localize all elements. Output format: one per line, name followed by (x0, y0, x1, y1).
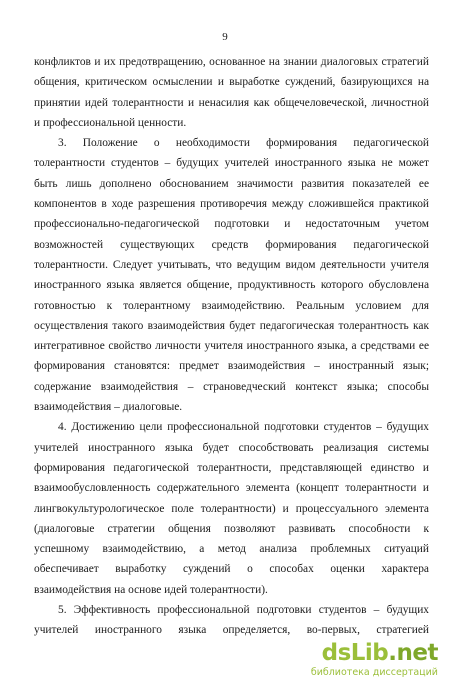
text-line: толерантности. Следует учитывать, что ведущим видом деятельности учителя (34, 258, 429, 271)
text-line: формирования педагогической толерантности, представляющей единство и (34, 461, 429, 474)
dslib-watermark (308, 640, 438, 684)
text-line: 3. Положение о необходимости формирования педагогической (58, 137, 429, 150)
text-line: конфликтов и их предотвращению, основанное на знании диалоговых стратегий (34, 56, 429, 68)
text-line: профессионально-педагогической подготовки и недостаточным учетом (34, 218, 429, 231)
text-line: формирования становятся: предмет взаимодействия – иностранный язык; (34, 360, 429, 373)
text-line: и профессиональной ценности. (34, 116, 187, 129)
text-line: общения, критическом осмыслении и выработке суждений, базирующихся на (34, 76, 429, 89)
text-line: учителей иностранного языка определяется, во-первых, стратегией (34, 624, 429, 637)
watermark-logo: dsLib.net (321, 640, 438, 666)
text-line: интегративное свойство личности учителя иностранного языка, а средствами ее (34, 340, 429, 353)
text-line: взаимообусловленность содержательного элемента (концепт толерантности и (34, 482, 429, 495)
body-text (34, 52, 429, 641)
text-line: (диалоговые стратегии общения позволяют развивать способности к (34, 522, 429, 535)
text-line: толерантности студентов – будущих учителей иностранного языка не может (34, 157, 429, 170)
text-line: 5. Эффективность профессиональной подготовки студентов – будущих (58, 604, 429, 617)
text-line: готовностью к толерантному взаимодействию. Реальным условием для (34, 299, 429, 312)
text-line: взаимодействия на основе идей толерантности). (34, 583, 268, 596)
text-line: иностранного языка является общение, продуктивность которого обусловлена (34, 279, 429, 292)
text-line: обеспечивает выработку суждений о способах оценки характера (34, 563, 429, 576)
text-line: содержание взаимодействия – страноведческий контекст языка; способы (34, 380, 429, 393)
text-line: компонентов в ходе разрешения противоречия между сложившейся практикой (34, 198, 429, 211)
page-number: 9 (222, 31, 228, 43)
text-line: лингвокультурологическое поле толерантности) и процессуального элемента (34, 502, 429, 515)
text-line: взаимодействия – диалоговые. (34, 401, 183, 414)
text-line: быть лишь дополнено обоснованием значимости развития показателей ее (34, 177, 429, 190)
text-line: возможностей существующих средств формирования педагогической (34, 238, 429, 251)
text-line: успешному взаимодействию, а метод анализа проблемных ситуаций (34, 543, 429, 556)
watermark-subtitle: библиотека диссертаций (310, 667, 438, 678)
text-line: учителей иностранного языка будет способствовать реализация системы (34, 441, 429, 454)
text-line: осуществления такого взаимодействия будет педагогическая толерантность как (34, 319, 429, 332)
text-line: принятии идей толерантности и ненасилия как общечеловеческой, личностной (34, 96, 429, 109)
text-line: 4. Достижению цели профессиональной подготовки студентов – будущих (58, 421, 429, 434)
